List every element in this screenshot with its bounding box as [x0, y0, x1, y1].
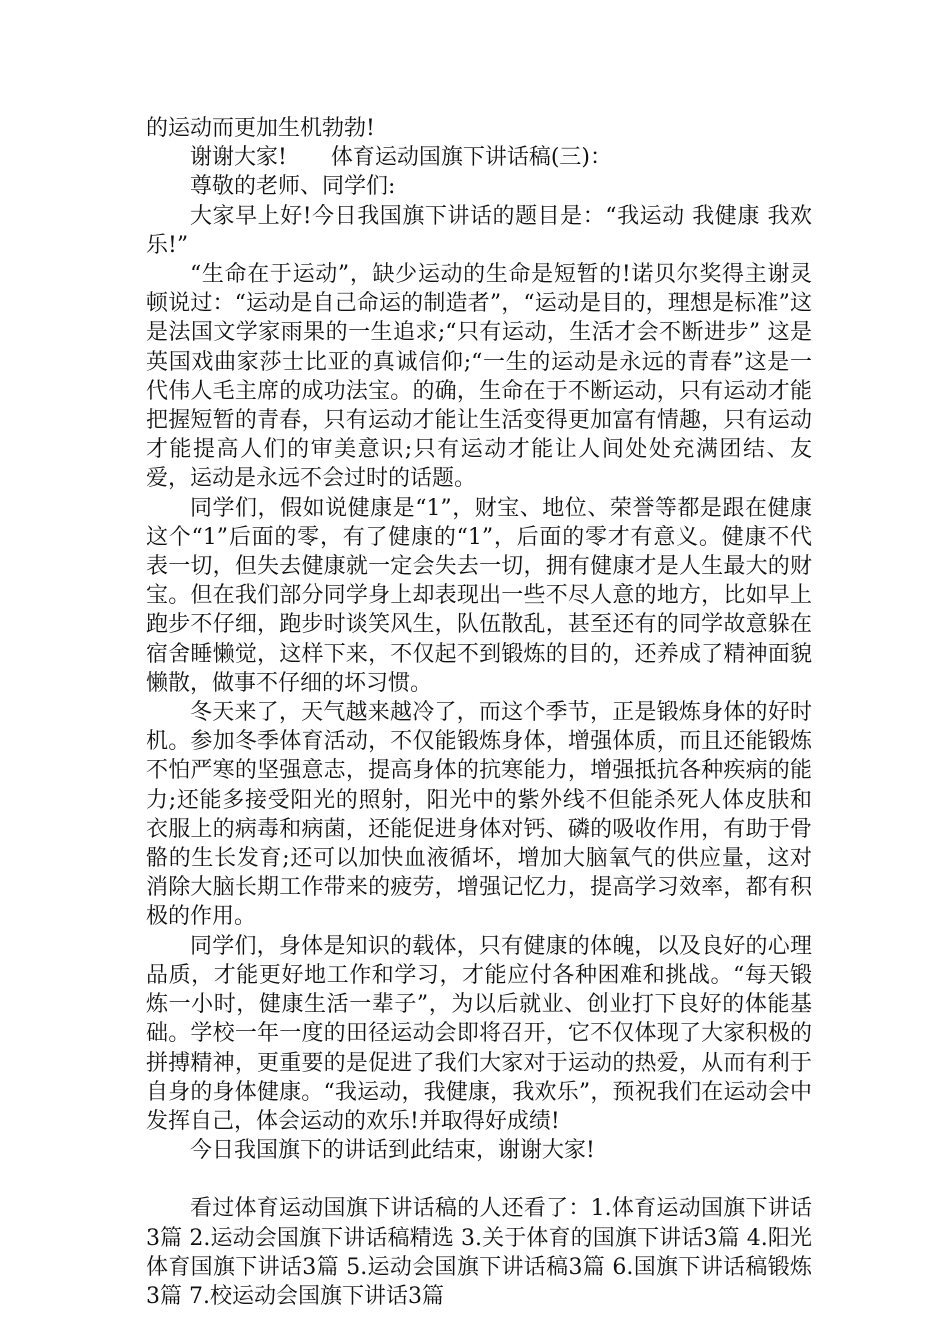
thanks-text: 谢谢大家!: [190, 145, 287, 171]
spacer: [146, 1165, 812, 1194]
paragraph-6: 今日我国旗下的讲话到此结束，谢谢大家!: [190, 1138, 595, 1164]
paragraph-1: 大家早上好!今日我国旗下讲话的题目是：“我运动 我健康 我欢乐!”: [146, 203, 812, 258]
thanks-line: [146, 143, 812, 172]
paragraph-continuation: 的运动而更加生机勃勃!: [146, 116, 375, 141]
paragraph-3: 同学们，假如说健康是“1”，财宝、地位、荣誉等都是跟在健康这个“1”后面的零，有了健康的“1”，后面的零才有意义。健康不代表一切，但失去健康就一定会失去一切，拥有健康才是人生最大的财宝。但在我们部分同学身上却表现出一些不尽人意的地方，比如早上跑步不仔细，跑步时谈笑风生，队伍散乱，甚至还有的同学故意躲在宿舍睡懒觉，这样下来，不仅起不到锻炼的目的，还养成了精神面貌懒散，做事不仔细的坏习惯。: [146, 495, 812, 696]
greeting: 尊敬的老师、同学们:: [190, 174, 396, 200]
related-articles: 看过体育运动国旗下讲话稿的人还看了：1.体育运动国旗下讲话3篇 2.运动会国旗下讲话稿精选 3.关于体育的国旗下讲话3篇 4.阳光体育国旗下讲话3篇 5.运动会国旗下讲话稿3篇 6.国旗下讲话稿锻炼3篇 7.校运动会国旗下讲话3篇: [146, 1196, 812, 1309]
paragraph-2: “生命在于运动”，缺少运动的生命是短暂的!诺贝尔奖得主谢灵顿说过：“运动是自己命运的制造者”，“运动是目的，理想是标准”这是法国文学家雨果的一生追求;“只有运动，生活才会不断进步” 这是英国戏曲家莎士比亚的真诚信仰;“一生的运动是永远的青春”这是一代伟人毛主席的成功法宝。的确，生命在于不断运动，只有运动才能把握短暂的青春，只有运动才能让生活变得更加富有情趣，只有运动才能提高人们的审美意识;只有运动才能让人间处处充满团结、友爱，运动是永远不会过时的话题。: [146, 262, 812, 492]
document-body: [146, 114, 812, 1311]
speech-heading: 体育运动国旗下讲话稿(三)：: [330, 145, 613, 171]
paragraph-4: 冬天来了，天气越来越冷了，而这个季节，正是锻炼身体的好时机。参加冬季体育活动，不仅能锻炼身体，增强体质，而且还能锻炼不怕严寒的坚强意志，提高身体的抗寒能力，增强抵抗各种疾病的能力;还能多接受阳光的照射，阳光中的紫外线不但能杀死人体皮肤和衣服上的病毒和病菌，还能促进身体对钙、磷的吸收作用，有助于骨骼的生长发育;还可以加快血液循坏，增加大脑氧气的供应量，这对消除大脑长期工作带来的疲劳，增强记忆力，提高学习效率，都有积极的作用。: [146, 700, 812, 930]
paragraph-5: 同学们，身体是知识的载体，只有健康的体魄，以及良好的心理品质，才能更好地工作和学习，才能应付各种困难和挑战。“每天锻炼一小时，健康生活一辈子”，为以后就业、创业打下良好的体能基础。学校一年一度的田径运动会即将召开，它不仅体现了大家积极的拼搏精神，更重要的是促进了我们大家对于运动的热爱，从而有利于自身的身体健康。“我运动，我健康，我欢乐”，预祝我们在运动会中发挥自己，体会运动的欢乐!并取得好成绩!: [146, 933, 812, 1134]
